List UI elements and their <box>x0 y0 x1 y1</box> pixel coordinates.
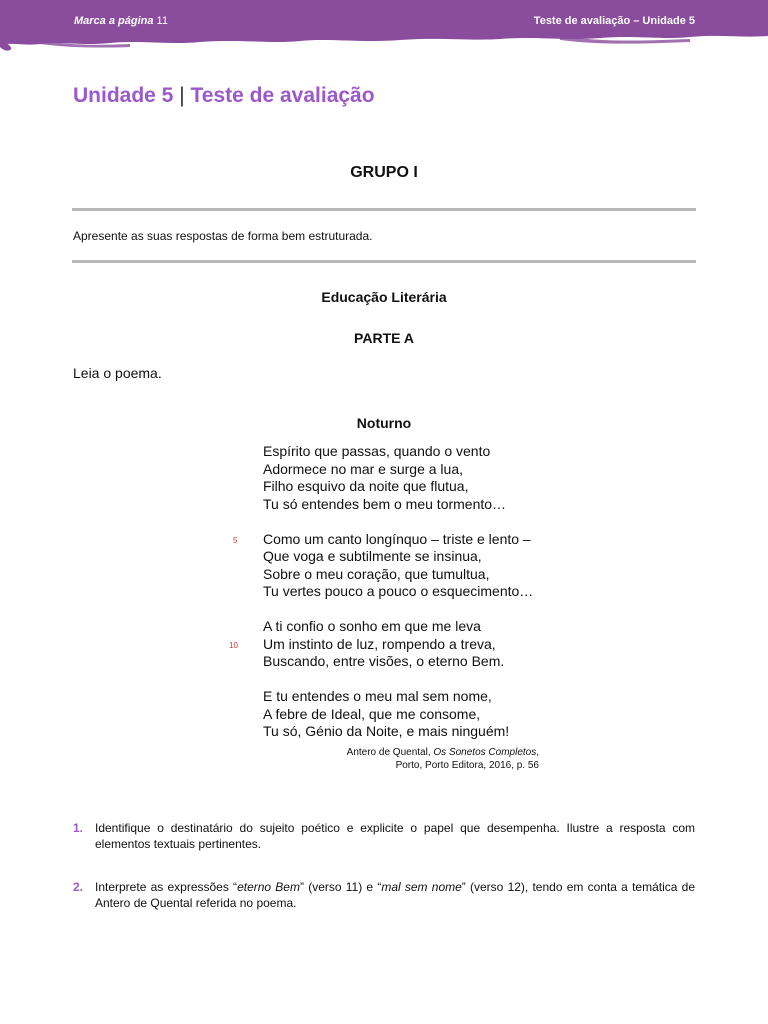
part-title: PARTE A <box>354 330 414 346</box>
poem-line: Que voga e subtilmente se insinua, <box>263 548 482 564</box>
group-title: GRUPO I <box>350 164 418 181</box>
poem-body <box>263 443 533 741</box>
header-banner <box>0 0 768 52</box>
stanza <box>263 688 533 741</box>
question-text-2 <box>95 879 695 911</box>
question-2-part-c: ” (verso 12), tendo em conta a temática de Antero de Quental referida no poema. <box>95 880 695 910</box>
source-comma: , <box>536 747 539 758</box>
poem-line: E tu entendes o meu mal sem nome, <box>263 688 492 704</box>
header-left-title: Marca a página <box>74 15 154 27</box>
question-2-part-a: Interprete as expressões “ <box>95 880 238 894</box>
poem-line: Um instinto de luz, rompendo a treva, <box>263 635 496 652</box>
question-number-1: 1. <box>73 821 84 835</box>
unit-label: Unidade 5 <box>73 84 174 107</box>
divider-top <box>72 208 696 211</box>
poem-line: Sobre o meu coração, que tumultua, <box>263 565 490 582</box>
poem-line: Espírito que passas, quando o vento <box>263 443 491 459</box>
lead-text: Leia o poema. <box>73 365 162 381</box>
poem-line: A ti confio o sonho em que me leva <box>263 618 481 634</box>
title-separator: | <box>179 84 185 107</box>
stanza <box>263 531 533 601</box>
header-right-title: Teste de avaliação – Unidade 5 <box>533 15 695 27</box>
poem-line: Tu só entendes bem o meu tormento… <box>263 495 507 512</box>
source-work: Os Sonetos Completos <box>433 747 537 758</box>
poem-line: Buscando, entre visões, o eterno Bem. <box>263 653 505 669</box>
poem-line: A febre de Ideal, que me consome, <box>263 705 481 722</box>
poem-line: Tu só, Génio da Noite, e mais ninguém! <box>263 723 510 739</box>
stanza <box>263 618 533 671</box>
source-line-1 <box>347 746 539 759</box>
header-left <box>74 15 168 27</box>
poem-source <box>347 746 539 772</box>
poem-line: Adormece no mar e surge a lua, <box>263 460 463 477</box>
question-2-emphasis-a: eterno Bem <box>237 880 300 894</box>
divider-bottom <box>72 260 696 263</box>
section-title: Educação Literária <box>321 289 447 305</box>
test-label: Teste de avaliação <box>190 84 375 107</box>
question-2-part-b: ” (verso 11) e “ <box>299 880 382 894</box>
line-marker-5: 5 <box>233 536 238 545</box>
poem-line: Tu vertes pouco a pouco o esquecimento… <box>263 583 534 599</box>
question-number-2: 2. <box>73 880 84 894</box>
poem-title: Noturno <box>356 415 412 431</box>
unit-title <box>73 84 375 108</box>
question-text-1: Identifique o destinatário do sujeito poético e explicite o papel que desempenha. Ilustre a resposta com elementos textuais pertinentes. <box>95 821 695 851</box>
line-marker-10: 10 <box>229 641 238 650</box>
poem-line: Como um canto longínquo – triste e lento – <box>263 530 531 547</box>
source-author: Antero de Quental, <box>346 747 434 758</box>
source-publisher: Porto, Porto Editora, 2016, p. 56 <box>395 760 539 771</box>
stanza <box>263 443 533 513</box>
question-2-emphasis-b: mal sem nome <box>381 880 462 894</box>
header-page-number: 11 <box>156 15 168 27</box>
instruction-text: Apresente as suas respostas de forma bem estruturada. <box>73 229 373 243</box>
poem-line: Filho esquivo da noite que flutua, <box>263 478 469 494</box>
